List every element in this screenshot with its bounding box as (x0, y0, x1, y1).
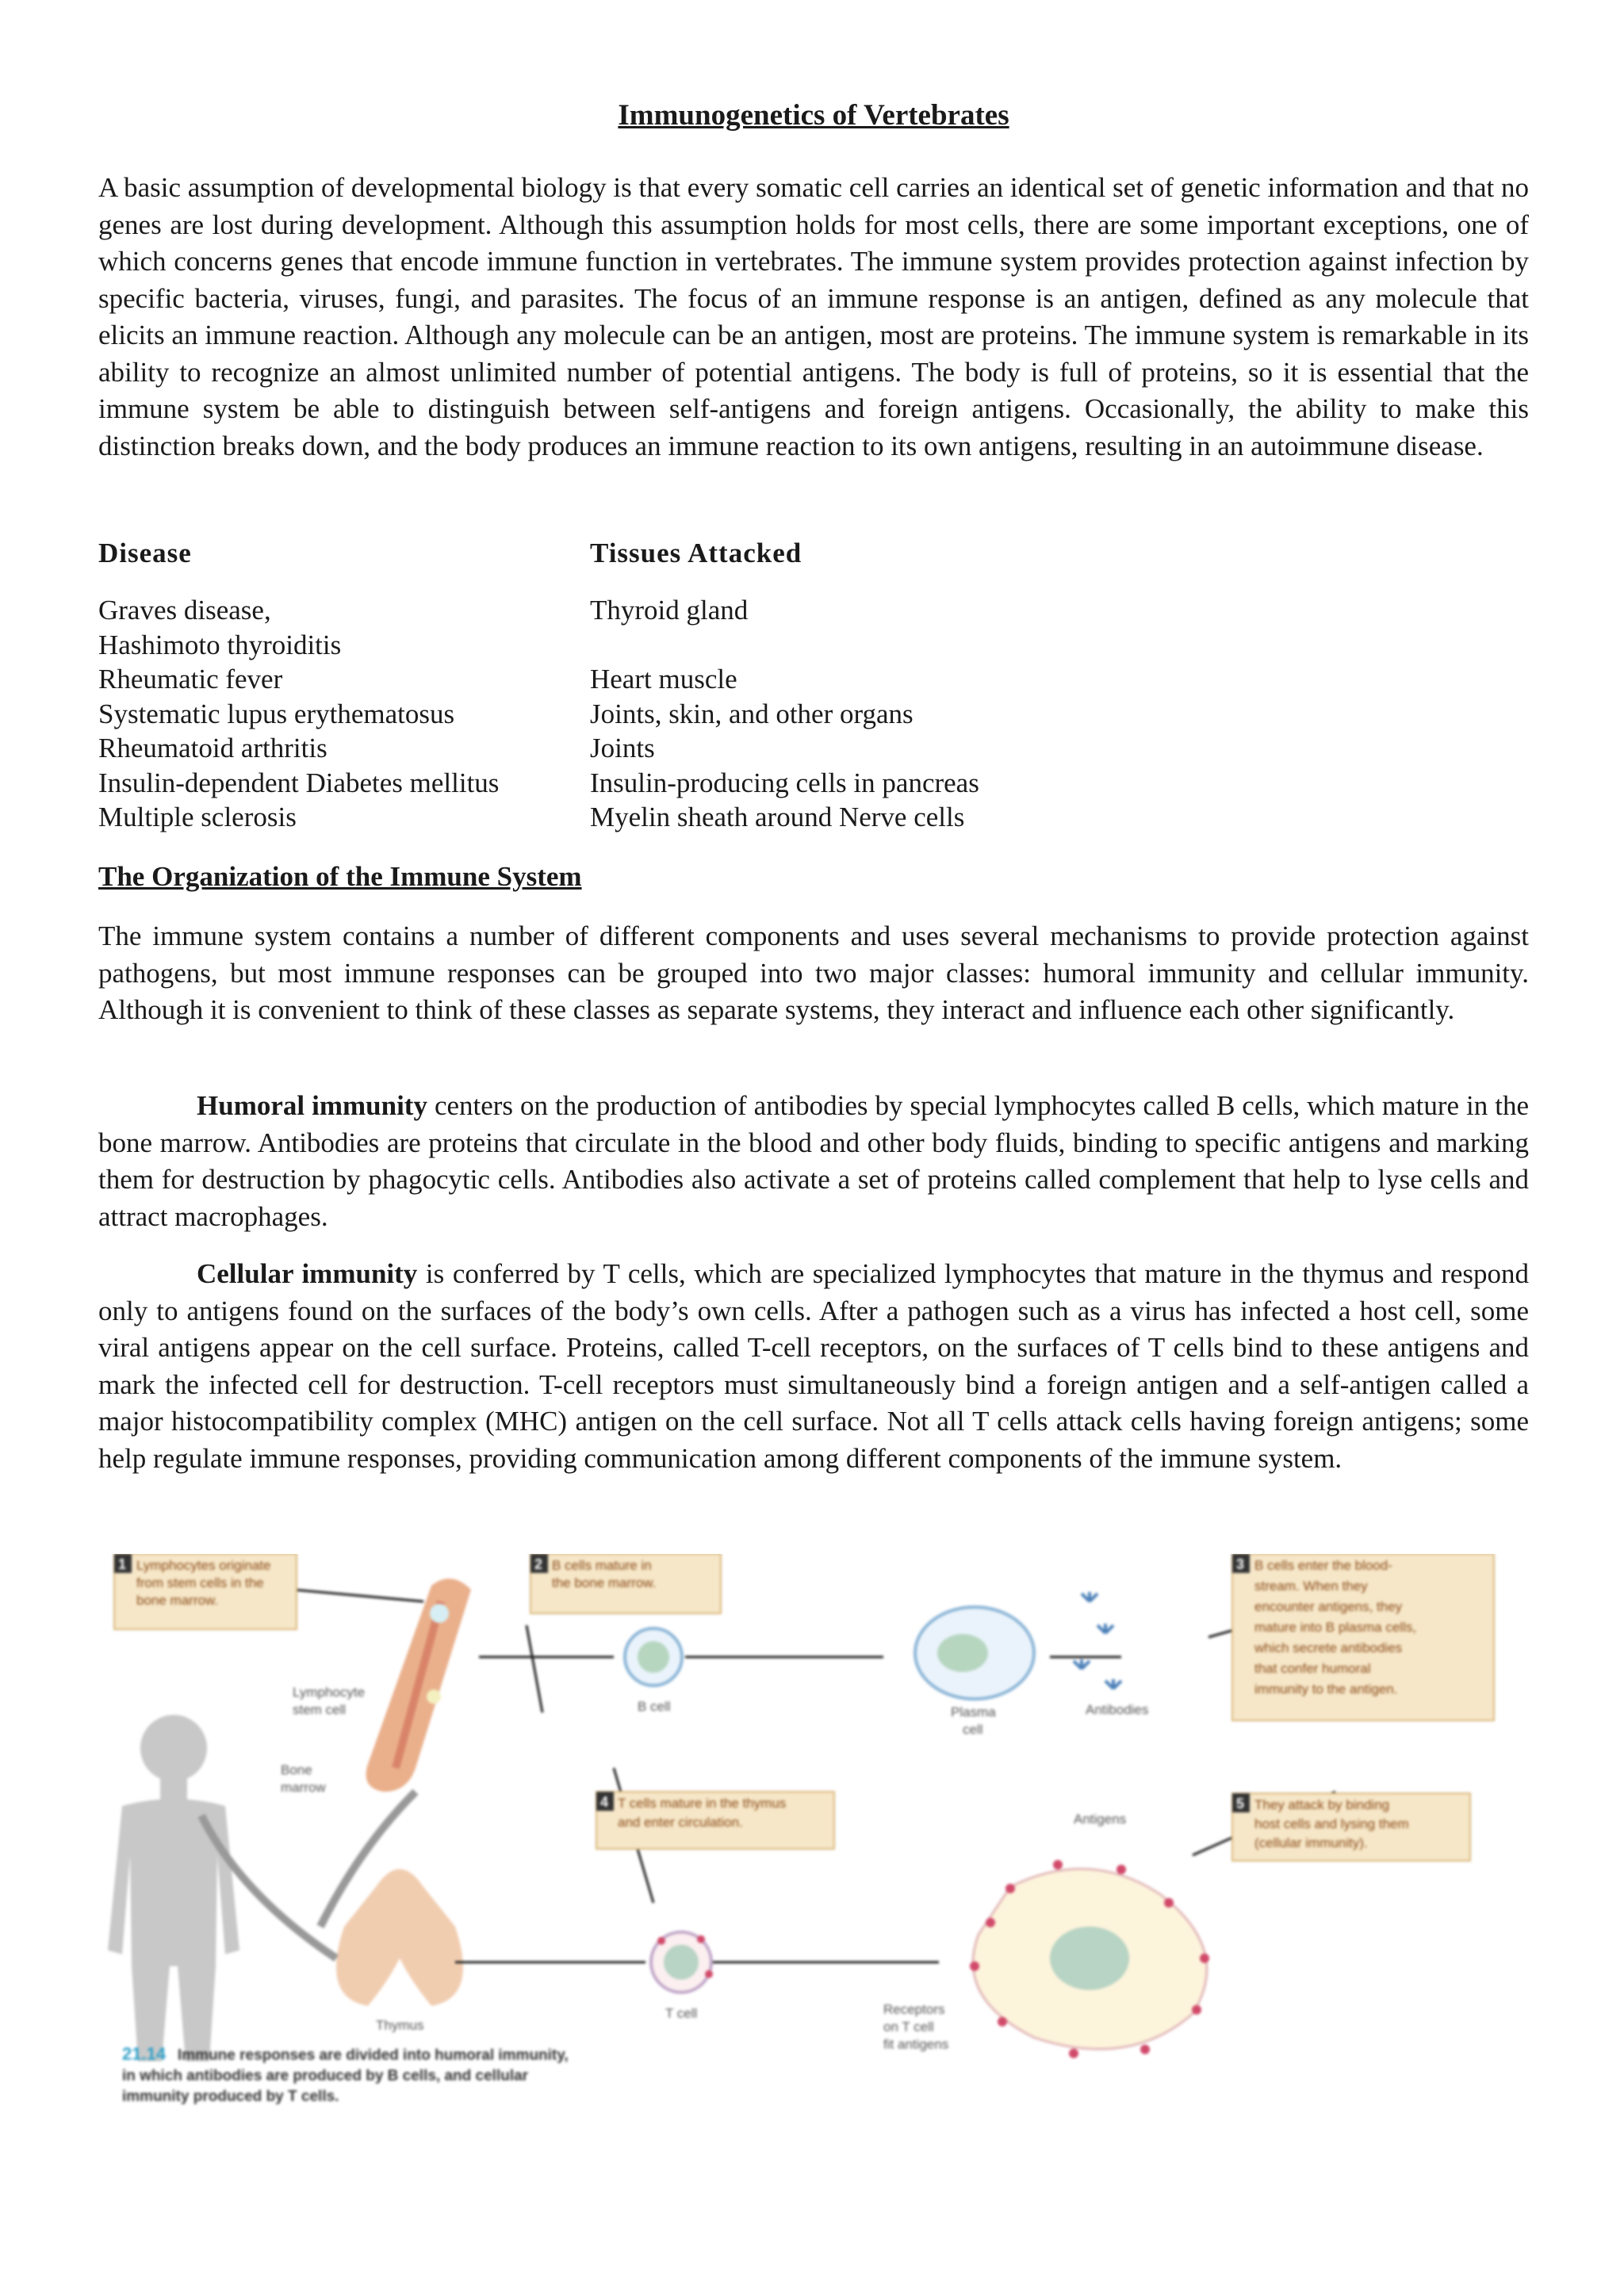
figure-caption: Immune responses are divided into humoral immunity, in which antibodies are produced by B cells, and cellular immunity produced by T cells. (122, 2047, 569, 2105)
disease-cell: Graves disease, (98, 595, 271, 626)
cellular-text: is conferred by T cells, which are specialized lymphocytes that mature in the thymus and respond only to antigens found on the surfaces of the body’s own cells. After a pathogen such as a virus has infected a host cell, some viral antigens appear on the cell surface. Proteins, called T-cell receptors, on the surfaces of T cells bind to these antigens and mark the infected cell for destruction. T-cell receptors must simultaneously bind a foreign antigen and a self-antigen called a major histocompatibility complex (MHC) antigen on the cell surface. Not all T cells attack cells having foreign antigens; some help regulate immune responses, providing communication among different components of the immune system. (98, 1258, 1530, 1474)
section-paragraph: The immune system contains a number of different components and uses several mechanisms to provide protection against pathogens, but most immune responses can be grouped into two major classes: humoral immunity and cellular immunity. Although it is convenient to think of these classes as separate systems, they interact and influence each other significantly. (98, 920, 1529, 1025)
tissues-column (590, 593, 979, 835)
cellular-paragraph (98, 1256, 1529, 1477)
disease-cell: Hashimoto thyroiditis (98, 629, 342, 660)
bone-graphic (366, 1578, 472, 1792)
svg-text:1: 1 (118, 1556, 127, 1572)
label-stem-cell: Lymphocyte stem cell (293, 1685, 366, 1717)
label-antibodies: Antibodies (1086, 1702, 1149, 1717)
figure-caption-number: 21.14 (122, 2044, 167, 2064)
label-b-cell: B cell (638, 1699, 671, 1714)
section-heading: The Organization of the Immune System (98, 861, 582, 892)
human-silhouette (108, 1715, 239, 2061)
svg-text:4: 4 (600, 1794, 609, 1810)
disease-column (98, 593, 499, 835)
cellular-term: Cellular immunity (197, 1258, 418, 1289)
thymus-graphic (336, 1869, 463, 2007)
immune-system-figure (98, 1554, 1510, 2125)
antibodies-graphic (1074, 1592, 1121, 1689)
label-receptors: Receptors on T cell fit antigens (883, 2002, 949, 2052)
tissue-cell: Heart muscle (590, 664, 737, 695)
label-t-cell: T cell (665, 2006, 698, 2021)
table-header-tissues: Tissues Attacked (590, 538, 802, 568)
disease-cell: Rheumatoid arthritis (98, 733, 327, 763)
svg-text:2: 2 (534, 1556, 543, 1572)
svg-text:5: 5 (1236, 1796, 1245, 1812)
figure-svg (98, 1554, 1510, 2125)
tissue-cell: Insulin-producing cells in pancreas (590, 767, 979, 798)
tissue-cell: Thyroid gland (590, 595, 749, 626)
label-plasma-cell: Plasma cell (951, 1705, 996, 1737)
tissue-cell: Joints (590, 733, 655, 763)
step2-text: B cells mature in the bone marrow. (552, 1558, 657, 1590)
label-thymus: Thymus (376, 2018, 424, 2033)
tissue-cell: Joints, skin, and other organs (590, 698, 914, 729)
humoral-term: Humoral immunity (197, 1090, 427, 1121)
step3-text: B cells enter the blood- stream. When they encounter antigens, they mature into B plasma cells, which secrete antibodies that confer humoral immunity to the antigen. (1254, 1558, 1417, 1697)
label-bone-marrow: Bone marrow (281, 1762, 326, 1795)
intro-paragraph: A basic assumption of developmental biology is that every somatic cell carries an identical set of genetic information and that no genes are lost during development. Although this assumption holds for most cells, there are some important exceptions, one of which concerns genes that encode immune function in vertebrates. The immune system provides protection against infection by specific bacteria, viruses, fungi, and parasites. The focus of an immune response is an antigen, defined as any molecule that elicits an immune reaction. Although any molecule can be an antigen, most are proteins. The immune system is remarkable in its ability to recognize an almost unlimited number of potential antigens. The body is full of proteins, so it is essential that the immune system be able to distinguish between self-antigens and foreign antigens. Occasionally, the ability to make this distinction breaks down, and the body produces an immune reaction to its own antigens, resulting in an autoimmune disease. (98, 172, 1529, 461)
step1-text: Lymphocytes originate from stem cells in the bone marrow. (136, 1558, 271, 1608)
label-antigens: Antigens (1074, 1812, 1127, 1827)
disease-cell: Systematic lupus erythematosus (98, 698, 455, 729)
table-header-disease: Disease (98, 538, 192, 568)
step5-text: They attack by binding host cells and lysing them (cellular immunity). (1254, 1797, 1409, 1850)
humoral-text: centers on the production of antibodies by special lymphocytes called B cells, which mature in the bone marrow. Antibodies are proteins that circulate in the blood and other body fluids, binding to specific antigens and marking them for destruction by phagocytic cells. Antibodies also activate a set of proteins called complement that help to lyse cells and attract macrophages. (98, 1090, 1529, 1232)
figure-artwork (108, 1554, 1494, 2105)
disease-cell: Insulin-dependent Diabetes mellitus (98, 767, 500, 798)
step4-text: T cells mature in the thymus and enter circulation. (618, 1796, 787, 1830)
svg-text:3: 3 (1236, 1556, 1245, 1572)
tissue-cell: Myelin sheath around Nerve cells (590, 802, 965, 832)
page-title: Immunogenetics of Vertebrates (618, 99, 1009, 132)
tissue-cell (590, 628, 979, 663)
humoral-paragraph (98, 1088, 1529, 1235)
disease-cell: Multiple sclerosis (98, 802, 297, 832)
disease-cell: Rheumatic fever (98, 664, 283, 695)
